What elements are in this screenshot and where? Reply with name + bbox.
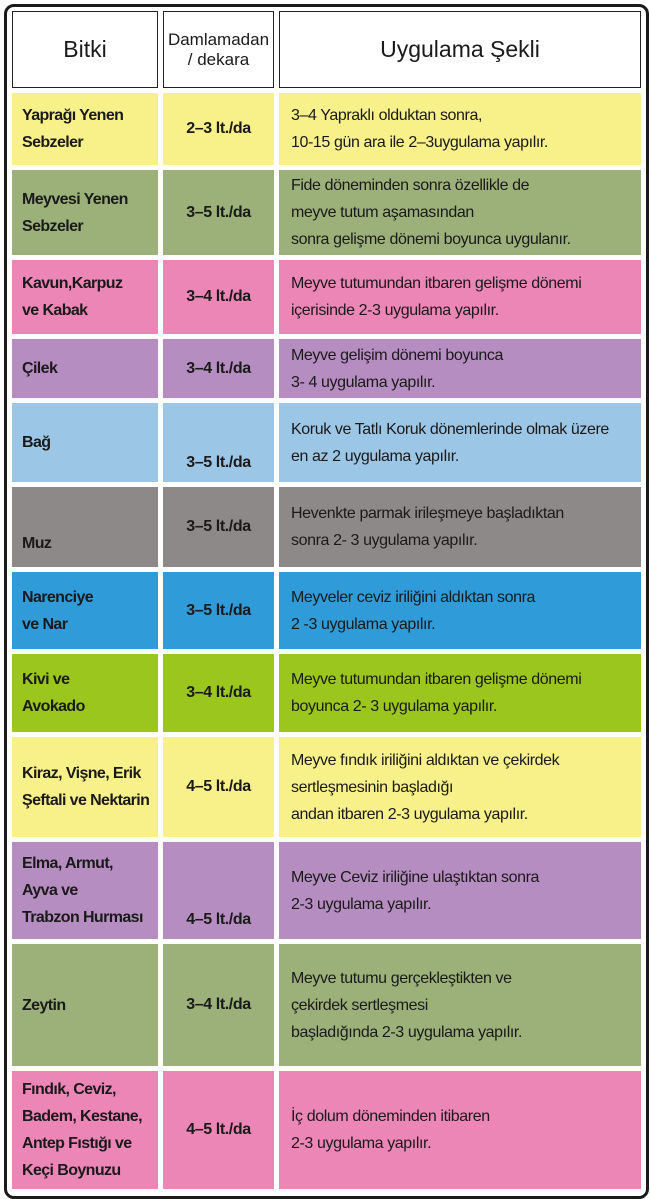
method-cell: Koruk ve Tatlı Koruk dönemlerinde olmak üzere en az 2 uygulama yapılır. — [279, 403, 641, 482]
plant-cell: Fındık, Ceviz, Badem, Kestane, Antep Fıstığı ve Keçi Boynuzu — [12, 1071, 158, 1189]
dose-cell: 3–5 lt./da — [163, 170, 274, 255]
method-cell: Meyveler ceviz iriliğini aldıktan sonra 2 -3 uygulama yapılır. — [279, 572, 641, 649]
table-row — [7, 1071, 646, 1189]
dose-cell: 4–5 lt./da — [163, 1071, 274, 1189]
method-cell: Meyve tutumundan itbaren gelişme dönemi içerisinde 2-3 uygulama yapılır. — [279, 260, 641, 334]
method-cell: Meyve gelişim dönemi boyunca 3- 4 uygulama yapılır. — [279, 339, 641, 398]
plant-cell: Kavun,Karpuz ve Kabak — [12, 260, 158, 334]
table-row — [7, 170, 646, 255]
table-row — [7, 487, 646, 567]
dose-cell: 4–5 lt./da — [163, 737, 274, 837]
dose-cell: 3–4 lt./da — [163, 260, 274, 334]
plant-cell: Muz — [12, 487, 158, 567]
method-cell: Meyve tutumu gerçekleştikten ve çekirdek sertleşmesi başladığında 2-3 uygulama yapılır. — [279, 944, 641, 1066]
table-row — [7, 654, 646, 732]
plant-cell: Elma, Armut, Ayva ve Trabzon Hurması — [12, 842, 158, 939]
application-table — [4, 4, 649, 1199]
header-method: Uygulama Şekli — [279, 11, 641, 88]
method-cell: İç dolum döneminden itibaren 2-3 uygulama yapılır. — [279, 1071, 641, 1189]
plant-cell: Yaprağı Yenen Sebzeler — [12, 93, 158, 165]
plant-cell: Kivi ve Avokado — [12, 654, 158, 732]
table-row — [7, 944, 646, 1066]
dose-cell: 3–4 lt./da — [163, 339, 274, 398]
method-cell: 3–4 Yapraklı olduktan sonra, 10-15 gün ara ile 2–3uygulama yapılır. — [279, 93, 641, 165]
table-row — [7, 93, 646, 165]
plant-cell: Bağ — [12, 403, 158, 482]
plant-cell: Çilek — [12, 339, 158, 398]
method-cell: Hevenkte parmak irileşmeye başladıktan sonra 2- 3 uygulama yapılır. — [279, 487, 641, 567]
table-row — [7, 737, 646, 837]
header-plant: Bitki — [12, 11, 158, 88]
plant-cell: Kiraz, Vişne, Erik Şeftali ve Nektarin — [12, 737, 158, 837]
dose-cell: 2–3 lt./da — [163, 93, 274, 165]
plant-cell: Zeytin — [12, 944, 158, 1066]
plant-cell: Meyvesi Yenen Sebzeler — [12, 170, 158, 255]
dose-cell: 3–4 lt./da — [163, 944, 274, 1066]
header-dose: Damlamadan / dekara — [163, 11, 274, 88]
method-cell: Meyve fındık iriliğini aldıktan ve çekirdek sertleşmesinin başladığı andan itbaren 2-3 uygulama yapılır. — [279, 737, 641, 837]
dose-cell: 3–5 lt./da — [163, 403, 274, 482]
dose-cell: 3–4 lt./da — [163, 654, 274, 732]
method-cell: Meyve tutumundan itbaren gelişme dönemi boyunca 2- 3 uygulama yapılır. — [279, 654, 641, 732]
dose-cell: 3–5 lt./da — [163, 572, 274, 649]
table-row — [7, 260, 646, 334]
table-header — [7, 11, 646, 88]
dose-cell: 3–5 lt./da — [163, 487, 274, 567]
dose-cell: 4–5 lt./da — [163, 842, 274, 939]
table-row — [7, 842, 646, 939]
table-row — [7, 339, 646, 398]
plant-cell: Narenciye ve Nar — [12, 572, 158, 649]
method-cell: Fide döneminden sonra özellikle de meyve tutum aşamasından sonra gelişme dönemi boyunca uygulanır. — [279, 170, 641, 255]
method-cell: Meyve Ceviz iriliğine ulaştıktan sonra 2-3 uygulama yapılır. — [279, 842, 641, 939]
table-row — [7, 572, 646, 649]
table-row — [7, 403, 646, 482]
